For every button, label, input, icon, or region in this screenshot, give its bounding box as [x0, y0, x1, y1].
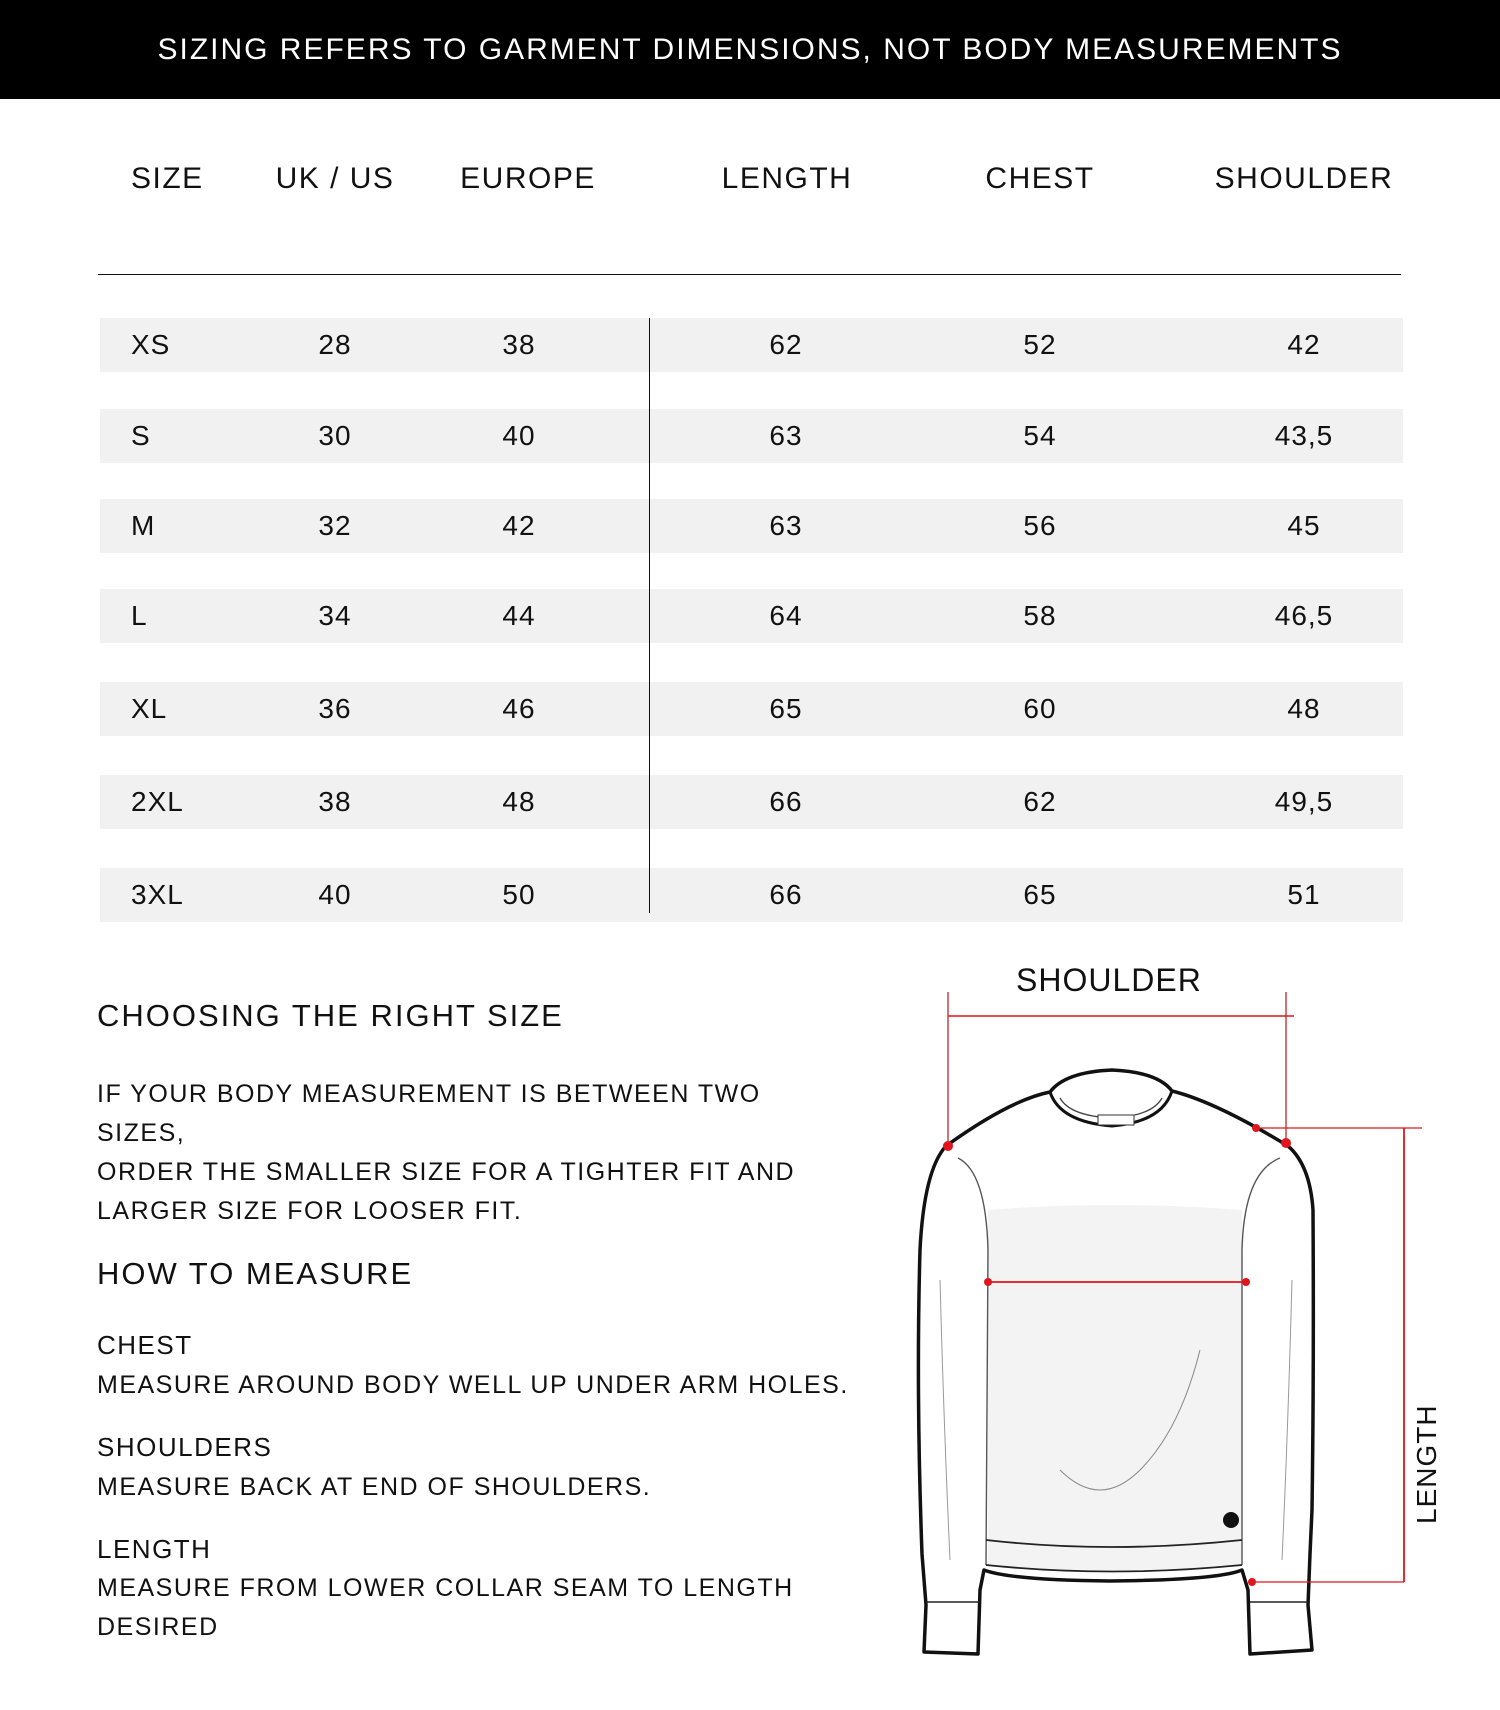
cell-length: 63	[769, 420, 803, 451]
cell-uk-us: 36	[318, 693, 352, 724]
cell-europe: 50	[502, 879, 536, 910]
table-row	[100, 682, 1403, 736]
cell-uk-us: 34	[318, 600, 352, 631]
cell-chest: 62	[1023, 786, 1057, 817]
cell-uk-us: 32	[318, 510, 352, 541]
how-to-measure-title: HOW TO MEASURE	[97, 1256, 414, 1291]
measure-shoulders-desc: MEASURE BACK AT END OF SHOULDERS.	[97, 1473, 652, 1501]
cell-size: XS	[131, 329, 171, 360]
cell-shoulder: 42	[1287, 329, 1321, 360]
cell-europe: 44	[502, 600, 536, 631]
table-row	[100, 318, 1403, 372]
cell-europe: 40	[502, 420, 536, 451]
cell-europe: 38	[502, 329, 536, 360]
cell-europe: 42	[502, 510, 536, 541]
header-divider	[98, 274, 1401, 275]
cell-shoulder: 45	[1287, 510, 1321, 541]
measure-length-desc	[97, 1569, 857, 1647]
cell-length: 65	[769, 693, 803, 724]
cell-shoulder: 51	[1287, 879, 1321, 910]
cell-europe: 48	[502, 786, 536, 817]
header-uk-us: UK / US	[275, 162, 395, 195]
cell-shoulder: 46,5	[1274, 600, 1334, 631]
header-length: LENGTH	[721, 162, 853, 195]
table-row	[100, 775, 1403, 829]
cell-size: XL	[131, 693, 168, 724]
banner-text: SIZING REFERS TO GARMENT DIMENSIONS, NOT BODY MEASUREMENTS	[157, 32, 1343, 66]
cell-size: 3XL	[131, 879, 184, 910]
cell-size: 2XL	[131, 786, 184, 817]
cell-chest: 65	[1023, 879, 1057, 910]
cell-uk-us: 40	[318, 879, 352, 910]
choosing-line: ORDER THE SMALLER SIZE FOR A TIGHTER FIT AND	[97, 1158, 796, 1186]
measure-length-label: LENGTH	[97, 1534, 212, 1564]
cell-chest: 52	[1023, 329, 1057, 360]
cell-size: S	[131, 420, 151, 451]
cell-size: M	[131, 510, 156, 541]
cell-length: 63	[769, 510, 803, 541]
sweatshirt-icon	[900, 950, 1440, 1670]
cell-length: 64	[769, 600, 803, 631]
sizing-banner	[0, 0, 1500, 99]
cell-length: 66	[769, 879, 803, 910]
cell-shoulder: 48	[1287, 693, 1321, 724]
header-chest: CHEST	[985, 162, 1095, 195]
measurement-diagram	[900, 950, 1440, 1670]
column-divider	[649, 318, 650, 913]
cell-chest: 56	[1023, 510, 1057, 541]
measure-shoulders-label: SHOULDERS	[97, 1432, 273, 1462]
cell-size: L	[131, 600, 148, 631]
cell-chest: 58	[1023, 600, 1057, 631]
table-row	[100, 589, 1403, 643]
cell-shoulder: 43,5	[1274, 420, 1334, 451]
choosing-line: LARGER SIZE FOR LOOSER FIT.	[97, 1197, 523, 1225]
cell-uk-us: 28	[318, 329, 352, 360]
measure-length-line: DESIRED	[97, 1613, 219, 1641]
cell-length: 66	[769, 786, 803, 817]
table-row	[100, 499, 1403, 553]
diagram-length-label: LENGTH	[1411, 1404, 1442, 1524]
cell-chest: 60	[1023, 693, 1057, 724]
header-size: SIZE	[131, 162, 204, 195]
choosing-title: CHOOSING THE RIGHT SIZE	[97, 998, 564, 1033]
cell-length: 62	[769, 329, 803, 360]
diagram-shoulder-label: SHOULDER	[1016, 962, 1202, 998]
table-row	[100, 409, 1403, 463]
header-europe: EUROPE	[460, 162, 596, 195]
measure-chest-label: CHEST	[97, 1330, 193, 1360]
choosing-line: IF YOUR BODY MEASUREMENT IS BETWEEN TWO SIZES,	[97, 1080, 761, 1147]
cell-uk-us: 38	[318, 786, 352, 817]
choosing-text	[97, 1075, 847, 1231]
cell-europe: 46	[502, 693, 536, 724]
measure-length-line: MEASURE FROM LOWER COLLAR SEAM TO LENGTH	[97, 1574, 794, 1602]
cell-uk-us: 30	[318, 420, 352, 451]
cell-chest: 54	[1023, 420, 1057, 451]
cell-shoulder: 49,5	[1274, 786, 1334, 817]
measure-chest-desc: MEASURE AROUND BODY WELL UP UNDER ARM HOLES.	[97, 1371, 849, 1399]
table-row	[100, 868, 1403, 922]
header-shoulder: SHOULDER	[1214, 162, 1394, 195]
